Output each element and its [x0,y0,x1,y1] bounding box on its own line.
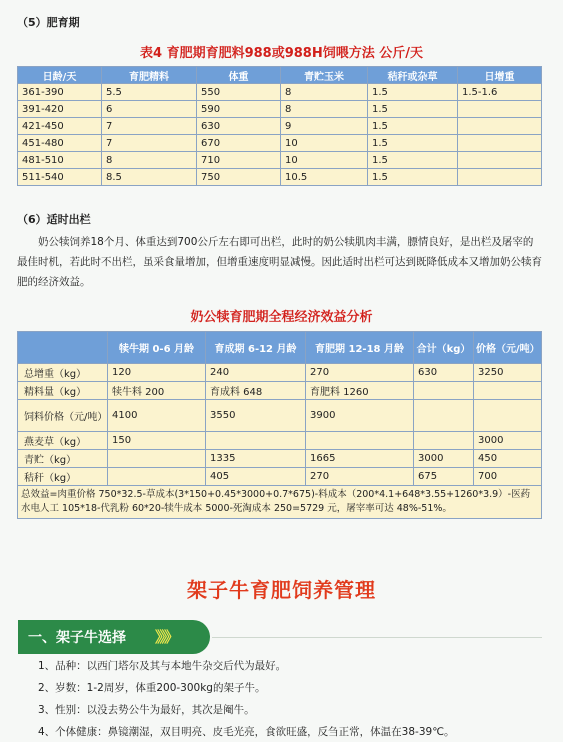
header-cell: 价格（元/吨） [474,332,542,364]
row-header-cell: 精料量（kg） [18,382,108,400]
section6-heading: （6）适时出栏 [17,213,91,226]
table-cell: 8 [281,101,368,118]
table-row [18,135,542,152]
table-header-row [18,332,542,364]
table-cell: 10 [281,152,368,169]
subsection-label: 一、架子牛选择 [28,630,126,646]
table-cell: 451-480 [18,135,102,152]
table-cell: 391-420 [18,101,102,118]
table-cell: 6 [102,101,197,118]
divider [212,637,542,638]
section6-paragraph: 奶公犊饲养18个月、体重达到700公斤左右即可出栏，此时的奶公犊肌肉丰满，膘情良好，是出栏及屠宰的最佳时机，若此时不出栏，虽采食量增加，但增重速度明显减慢。因此适时出栏可达到既降低成本又增加奶公犊育肥的经济效益。 [17,236,542,288]
table-cell: 3250 [474,364,542,382]
list-item: 4、个体健康：鼻镜潮湿，双目明亮、皮毛光亮，食欲旺盛，反刍正常，体温在38-39℃。 [38,726,455,738]
table-cell: 育肥料 1260 [306,382,414,400]
list-item: 2、岁数：1-2周岁，体重200-300kg的架子牛。 [38,682,266,694]
header-cell: 青贮玉米 [281,67,368,84]
table-cell [474,382,542,400]
table-cell: 7 [102,118,197,135]
table-cell: 270 [306,364,414,382]
table-cell: 550 [197,84,281,101]
table-cell: 3550 [206,400,306,432]
table-row [18,101,542,118]
list-item: 1、品种：以西门塔尔及其与本地牛杂交后代为最好。 [38,660,287,672]
row-header-cell: 燕麦草（kg） [18,432,108,450]
table-cell: 675 [414,468,474,486]
table-row [18,450,542,468]
table-cell: 1.5 [368,135,458,152]
table-cell: 670 [197,135,281,152]
table-cell: 10 [281,135,368,152]
table-cell: 750 [197,169,281,186]
table-cell [414,432,474,450]
arrows-icon: 》》》 [155,628,177,646]
table-cell: 270 [306,468,414,486]
header-cell: 育成期 6-12 月龄 [206,332,306,364]
table-cell: 1.5 [368,169,458,186]
table-cell: 405 [206,468,306,486]
table-note-row [18,486,542,519]
table-row [18,118,542,135]
table-cell: 5.5 [102,84,197,101]
table-cell [458,152,542,169]
economic-analysis-table [17,331,542,519]
row-header-cell: 秸秆（kg） [18,468,108,486]
table-cell: 犊牛料 200 [108,382,206,400]
table-cell: 4100 [108,400,206,432]
header-cell [18,332,108,364]
table-cell [458,169,542,186]
header-cell: 日龄/天 [18,67,102,84]
table-cell [458,118,542,135]
table-cell: 1.5-1.6 [458,84,542,101]
table-cell: 8 [102,152,197,169]
header-cell: 体重 [197,67,281,84]
header-cell: 犊牛期 0-6 月龄 [108,332,206,364]
table-cell: 7 [102,135,197,152]
banner-title: 架子牛育肥饲养管理 [187,578,376,602]
table-row [18,84,542,101]
table-cell: 120 [108,364,206,382]
table-cell: 630 [414,364,474,382]
table-cell: 3900 [306,400,414,432]
header-cell: 秸秆或杂草 [368,67,458,84]
table-cell [206,432,306,450]
table-row [18,382,542,400]
table-row [18,364,542,382]
table-cell: 育成料 648 [206,382,306,400]
row-header-cell: 青贮（kg） [18,450,108,468]
table-cell [458,135,542,152]
table-cell: 8.5 [102,169,197,186]
table-cell [306,432,414,450]
table-row [18,152,542,169]
table-cell [474,400,542,432]
table-cell [414,382,474,400]
table-cell: 240 [206,364,306,382]
table-cell [108,450,206,468]
header-cell: 日增重 [458,67,542,84]
table-cell: 421-450 [18,118,102,135]
table-cell: 710 [197,152,281,169]
table-cell [414,400,474,432]
row-header-cell: 总增重（kg） [18,364,108,382]
table-cell: 150 [108,432,206,450]
row-header-cell: 饲料价格（元/吨） [18,400,108,432]
header-cell: 育肥精料 [102,67,197,84]
header-cell: 合计（kg） [414,332,474,364]
table-header-row [18,67,542,84]
table-cell: 630 [197,118,281,135]
table-cell [108,468,206,486]
table5-title: 奶公犊育肥期全程经济效益分析 [190,310,373,325]
table-row [18,432,542,450]
header-cell: 育肥期 12-18 月龄 [306,332,414,364]
table-cell: 1.5 [368,118,458,135]
table-cell: 3000 [414,450,474,468]
table-cell: 9 [281,118,368,135]
feeding-table [17,66,542,186]
table-row [18,468,542,486]
table-cell: 10.5 [281,169,368,186]
table-cell: 1.5 [368,101,458,118]
table-cell: 1665 [306,450,414,468]
table-cell [458,101,542,118]
table-cell: 511-540 [18,169,102,186]
table-row [18,169,542,186]
table-cell: 1335 [206,450,306,468]
table-cell: 700 [474,468,542,486]
table-cell: 361-390 [18,84,102,101]
table-note: 总效益=肉重价格 750*32.5-草成本(3*150+0.45*3000+0.7*675)-料成本（200*4.1+648*3.55+1260*3.9）-医药水电人工 105*18-代乳粉 60*20-犊牛成本 5000-死淘成本 250=5729 元，屠宰率可达 48%-51%。 [18,486,542,519]
section5-heading: （5）肥育期 [17,16,80,29]
table-cell: 3000 [474,432,542,450]
table-cell: 450 [474,450,542,468]
table-cell: 590 [197,101,281,118]
table-cell: 1.5 [368,152,458,169]
list-item: 3、性别：以没去势公牛为最好，其次是阉牛。 [38,704,255,716]
table-cell: 8 [281,84,368,101]
table-cell: 1.5 [368,84,458,101]
table4-title: 表4 育肥期育肥料988或988H饲喂方法 公斤/天 [140,46,423,61]
subsection-banner [18,620,210,654]
table-cell: 481-510 [18,152,102,169]
table-row [18,400,542,432]
